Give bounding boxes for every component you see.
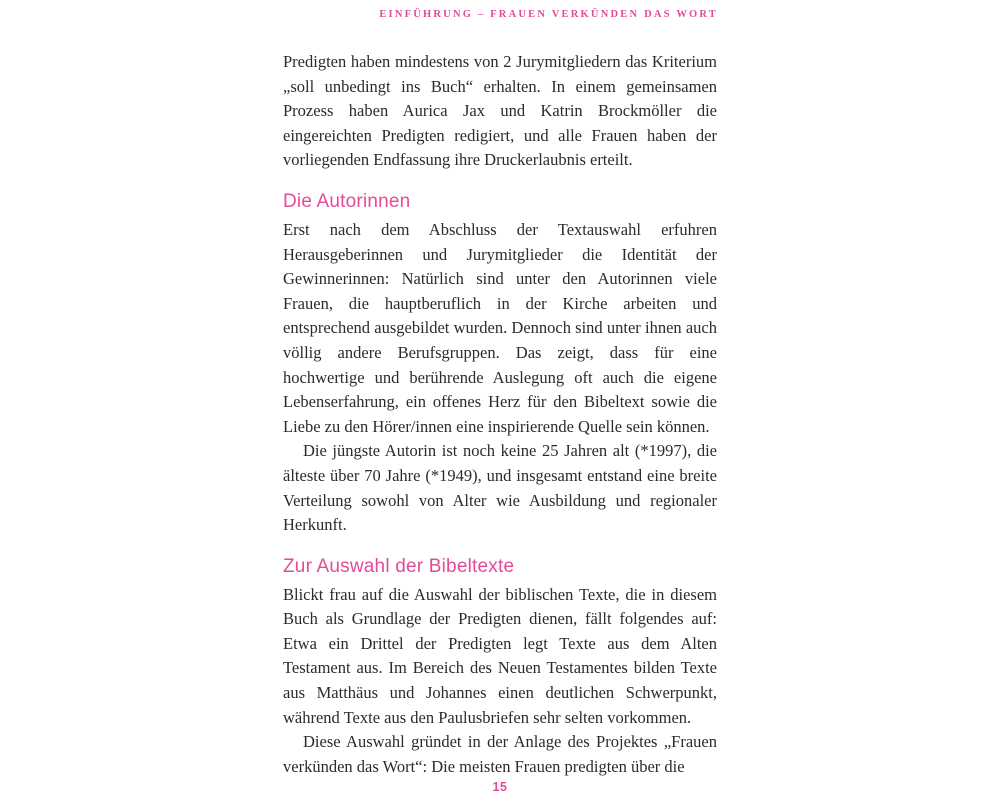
paragraph-autorinnen-identitaet: Erst nach dem Abschluss der Textauswahl erfuhren Herausgeberinnen und Jurymitglieder die Identität der Gewinnerinnen: Natürlich sind unter den Autorinnen viele Frauen, die hauptberuflich in der Kirche arbeiten und entsprechend ausgebildet wurden. Dennoch sind unter ihnen auch völlig andere Berufsgruppen. Das zeigt, dass für eine hochwertige und berührende Auslegung oft auch die eigene Lebenserfahrung, ein offenes Herz für den Bibeltext sowie die Liebe zu den Hörer/innen eine inspirierende Quelle sein können. [283,219,717,436]
paragraph-predigten-kriterium: Predigten haben mindestens von 2 Jurymitgliedern das Kriterium „soll unbedingt ins Buch“ erhalten. In einem gemeinsamen Prozess haben Aurica Jax und Katrin Brockmöller die eingereichten Predigten redigiert, und alle Frauen haben der vorliegenden Endfassung ihre Druckerlaubnis erteilt. [283,52,717,170]
paragraph-projekt-anlage: Diese Auswahl gründet in der Anlage des Projektes „Frauen verkünden das Wort“: Die meisten Frauen predigten über die [283,732,717,776]
page-number: 15 [492,780,508,794]
section-heading-zur-auswahl-der-bibeltexte: Zur Auswahl der Bibeltexte [283,555,515,577]
paragraph-autorinnen-alter: Die jüngste Autorin ist noch keine 25 Jahren alt (*1997), die älteste über 70 Jahre (*1949), und insgesamt entstand eine breite Verteilung sowohl von Alter wie Ausbildung und regionaler Herkunft. [283,441,717,535]
text-column [283,50,717,779]
section-heading-die-autorinnen: Die Autorinnen [283,190,411,212]
paragraph-bibeltexte-auswahl: Blickt frau auf die Auswahl der biblischen Texte, die in diesem Buch als Grundlage der Predigten dienen, fällt folgendes auf: Etwa ein Drittel der Predigten legt Texte aus dem Alten Testament aus. Im Bereich des Neuen Testamentes bilden Texte aus Matthäus und Johannes einen deutlichen Schwerpunkt, während Texte aus den Paulusbriefen sehr selten vorkommen. [283,584,717,727]
running-header: EINFÜHRUNG – FRAUEN VERKÜNDEN DAS WORT [379,9,718,20]
